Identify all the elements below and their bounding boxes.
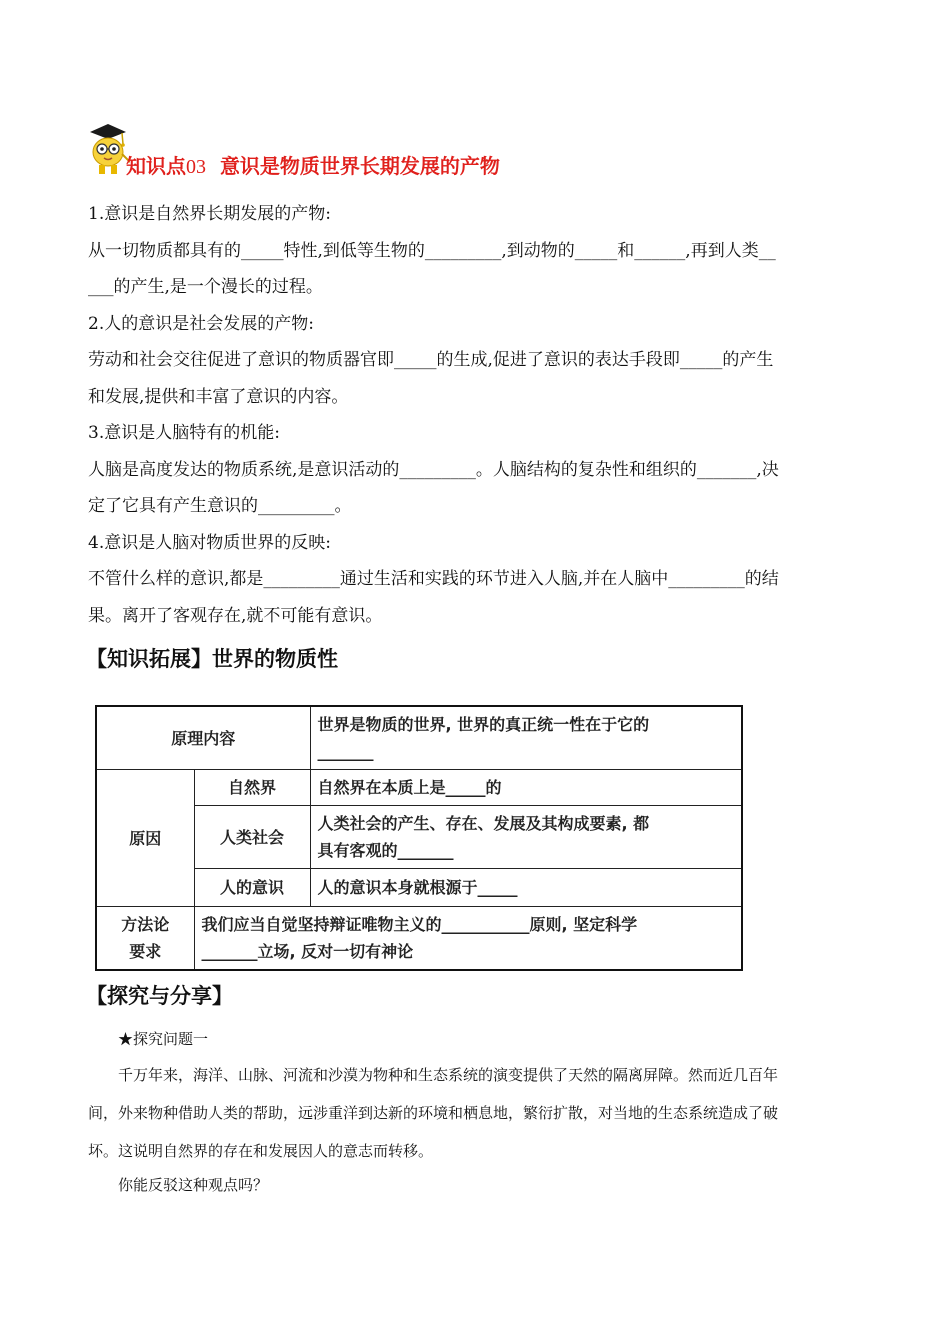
point-4-text: 果。离开了客观存在,就不可能有意识。 bbox=[88, 605, 383, 626]
point-2-heading: 2.人的意识是社会发展的产物: bbox=[88, 313, 314, 334]
principle-content bbox=[310, 706, 742, 770]
question-title: ★探究问题一 bbox=[118, 1030, 209, 1048]
point-3-text: 人脑是高度发达的物质系统,是意识活动的_________。人脑结构的复杂性和组织的_______,决 bbox=[88, 459, 779, 480]
point-1-heading: 1.意识是自然界长期发展的产物: bbox=[88, 204, 331, 224]
reason-society-text: 具有客观的_______ bbox=[317, 841, 454, 860]
point-3-heading: 3.意识是人脑特有的机能: bbox=[88, 423, 280, 443]
explore-question bbox=[88, 1028, 868, 1198]
method-text: _______立场, 反对一切有神论 bbox=[201, 942, 414, 961]
method-text: 我们应当自觉坚持辩证唯物主义的___________原则, 坚定科学 bbox=[201, 915, 638, 934]
point-4-text: 不管什么样的意识,都是_________通过生活和实践的环节进入人脑,并在人脑中_________的结 bbox=[88, 569, 779, 589]
explore-share-heading: 【探究与分享】 bbox=[86, 984, 233, 1008]
reason-consciousness-label: 人的意识 bbox=[194, 869, 310, 907]
point-3-text: 定了它具有产生意识的_________。 bbox=[88, 496, 352, 516]
question-text-line: 千万年来，海洋、山脉、河流和沙漠为物种和生态系统的演变提供了天然的隔离屏障。然而近几百年 bbox=[118, 1066, 779, 1084]
knowledge-point-header bbox=[86, 122, 866, 182]
reason-nature-text: 自然界在本质上是_____的 bbox=[310, 770, 742, 806]
question-text-line: 坏。这说明自然界的存在和发展因人的意志而转移。 bbox=[88, 1142, 434, 1160]
method-label-line: 方法论 bbox=[121, 915, 170, 934]
point-2-text: 劳动和社会交往促进了意识的物质器官即_____的生成,促进了意识的表达手段即_____的产生 bbox=[88, 350, 774, 370]
point-1-text: ___的产生,是一个漫长的过程。 bbox=[88, 277, 323, 297]
title-text: 意识是物质世界长期发展的产物 bbox=[219, 154, 500, 178]
point-1-text: 从一切物质都具有的_____特性,到低等生物的_________,到动物的_____和______,再到人类__ bbox=[88, 240, 776, 261]
title-prefix: 知识点 bbox=[126, 154, 186, 178]
reason-society-text: 人类社会的产生、存在、发展及其构成要素, 都 bbox=[317, 814, 650, 833]
graduate-owl-mascot-icon bbox=[86, 122, 130, 176]
method-label bbox=[96, 907, 194, 971]
materiality-table bbox=[95, 705, 743, 971]
knowledge-points bbox=[88, 196, 868, 634]
principle-text: 世界是物质的世界, 世界的真正统一性在于它的 bbox=[317, 715, 650, 734]
reason-society-content bbox=[310, 806, 742, 869]
title-number: 03 bbox=[186, 156, 206, 178]
table-row bbox=[96, 770, 742, 806]
page-title bbox=[126, 150, 500, 179]
reason-label: 原因 bbox=[96, 770, 194, 907]
principle-blank: _______ bbox=[317, 742, 374, 761]
reason-nature-label: 自然界 bbox=[194, 770, 310, 806]
point-2-text: 和发展,提供和丰富了意识的内容。 bbox=[88, 386, 349, 407]
reason-consciousness-text: 人的意识本身就根源于_____ bbox=[310, 869, 742, 907]
reason-society-label: 人类社会 bbox=[194, 806, 310, 869]
question-prompt: 你能反驳这种观点吗？ bbox=[118, 1176, 269, 1194]
question-text-line: 间，外来物种借助人类的帮助，远涉重洋到达新的环境和栖息地，繁衍扩散，对当地的生态系统造成了破 bbox=[88, 1104, 779, 1122]
method-label-line: 要求 bbox=[129, 942, 162, 961]
principle-label: 原理内容 bbox=[96, 706, 310, 770]
method-content bbox=[194, 907, 742, 971]
point-4-heading: 4.意识是人脑对物质世界的反映: bbox=[88, 532, 331, 553]
table-row bbox=[96, 907, 742, 971]
table-row bbox=[96, 706, 742, 770]
knowledge-extension-heading: 【知识拓展】世界的物质性 bbox=[86, 647, 338, 671]
